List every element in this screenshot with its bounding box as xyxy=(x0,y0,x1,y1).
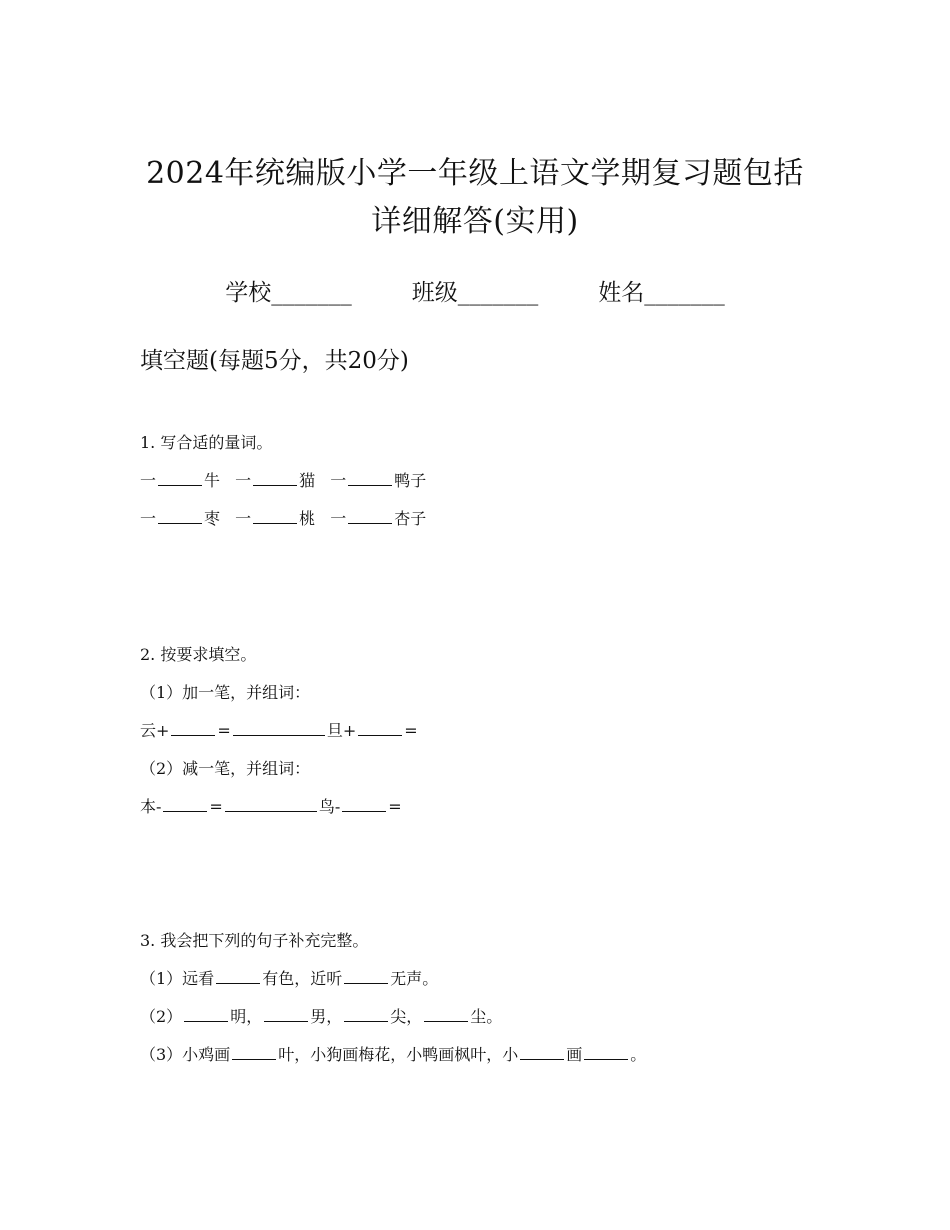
answer-blank[interactable] xyxy=(348,465,392,486)
sentence-text: 男， xyxy=(310,1007,343,1026)
answer-blank[interactable] xyxy=(158,465,202,486)
section-title: 填空题(每题5分，共20分) xyxy=(140,348,409,374)
class-field: 班级_______ xyxy=(411,280,539,306)
answer-blank[interactable] xyxy=(348,503,392,524)
question-3-sentence-2 xyxy=(140,1000,646,1038)
question-2-sub-2: （2）减一笔，并组词： xyxy=(140,759,311,778)
sentence-text: 叶，小狗画梅花，小鸭画枫叶，小 xyxy=(278,1045,519,1064)
base-char: 鸟- xyxy=(318,797,341,816)
question-2-add-row xyxy=(140,714,418,752)
answer-blank[interactable] xyxy=(171,715,215,736)
school-field: 学校_______ xyxy=(225,280,352,306)
sentence-text: 有色，近听 xyxy=(262,969,343,988)
answer-blank[interactable] xyxy=(216,963,260,984)
page-title-line-1: 2024年统编版小学一年级上语文学期复习题包括 xyxy=(146,156,804,191)
question-3-sentence-3 xyxy=(140,1038,646,1076)
page-title-line-2: 详细解答(实用) xyxy=(371,204,579,239)
answer-blank[interactable] xyxy=(163,791,207,812)
answer-blank[interactable] xyxy=(424,1001,468,1022)
question-1 xyxy=(140,426,426,540)
measure-noun: 鸭子 xyxy=(394,471,427,490)
measure-prefix: 一 xyxy=(140,509,157,528)
answer-blank[interactable] xyxy=(344,963,388,984)
measure-noun: 猫 xyxy=(299,471,316,490)
title-block xyxy=(120,150,830,246)
answer-blank[interactable] xyxy=(253,465,297,486)
equals-sign: = xyxy=(404,721,418,740)
answer-blank[interactable] xyxy=(520,1039,564,1060)
measure-noun: 桃 xyxy=(299,509,316,528)
sentence-text: 无声。 xyxy=(390,969,439,988)
sentence-text: （2） xyxy=(140,1007,183,1026)
measure-prefix: 一 xyxy=(235,509,252,528)
sentence-text: 尖， xyxy=(390,1007,423,1026)
question-3-sentence-1 xyxy=(140,962,646,1000)
question-3-prompt: 3. 我会把下列的句子补充完整。 xyxy=(140,931,369,950)
answer-blank[interactable] xyxy=(232,1039,276,1060)
question-2-subtract-row xyxy=(140,790,418,828)
measure-noun: 牛 xyxy=(204,471,221,490)
question-1-row-1 xyxy=(140,464,426,502)
answer-blank[interactable] xyxy=(584,1039,628,1060)
answer-blank[interactable] xyxy=(358,715,402,736)
question-1-row-2 xyxy=(140,502,426,540)
measure-prefix: 一 xyxy=(235,471,252,490)
sentence-text: 尘。 xyxy=(470,1007,503,1026)
equals-sign: = xyxy=(388,797,402,816)
sentence-text: （1）远看 xyxy=(140,969,215,988)
answer-blank[interactable] xyxy=(158,503,202,524)
question-2-sub-1: （1）加一笔，并组词： xyxy=(140,683,311,702)
measure-prefix: 一 xyxy=(330,471,347,490)
answer-blank[interactable] xyxy=(264,1001,308,1022)
measure-prefix: 一 xyxy=(330,509,347,528)
question-2-prompt: 2. 按要求填空。 xyxy=(140,645,257,664)
answer-blank[interactable] xyxy=(225,791,317,812)
measure-noun: 枣 xyxy=(204,509,221,528)
answer-blank[interactable] xyxy=(233,715,325,736)
base-char: 本- xyxy=(140,797,162,816)
answer-blank[interactable] xyxy=(342,791,386,812)
sentence-text: （3）小鸡画 xyxy=(140,1045,231,1064)
question-1-prompt: 1. 写合适的量词。 xyxy=(140,433,273,452)
sentence-text: 。 xyxy=(630,1045,647,1064)
base-char: 云+ xyxy=(140,721,170,740)
measure-noun: 杏子 xyxy=(394,509,427,528)
question-2 xyxy=(140,638,418,828)
base-char: 旦+ xyxy=(326,721,357,740)
measure-prefix: 一 xyxy=(140,471,157,490)
student-info-row xyxy=(0,276,950,310)
equals-sign: = xyxy=(217,721,231,740)
answer-blank[interactable] xyxy=(184,1001,228,1022)
sentence-text: 明， xyxy=(230,1007,263,1026)
answer-blank[interactable] xyxy=(253,503,297,524)
equals-sign: = xyxy=(209,797,223,816)
name-field: 姓名_______ xyxy=(598,280,725,306)
question-3 xyxy=(140,924,646,1076)
sentence-text: 画 xyxy=(566,1045,583,1064)
answer-blank[interactable] xyxy=(344,1001,388,1022)
